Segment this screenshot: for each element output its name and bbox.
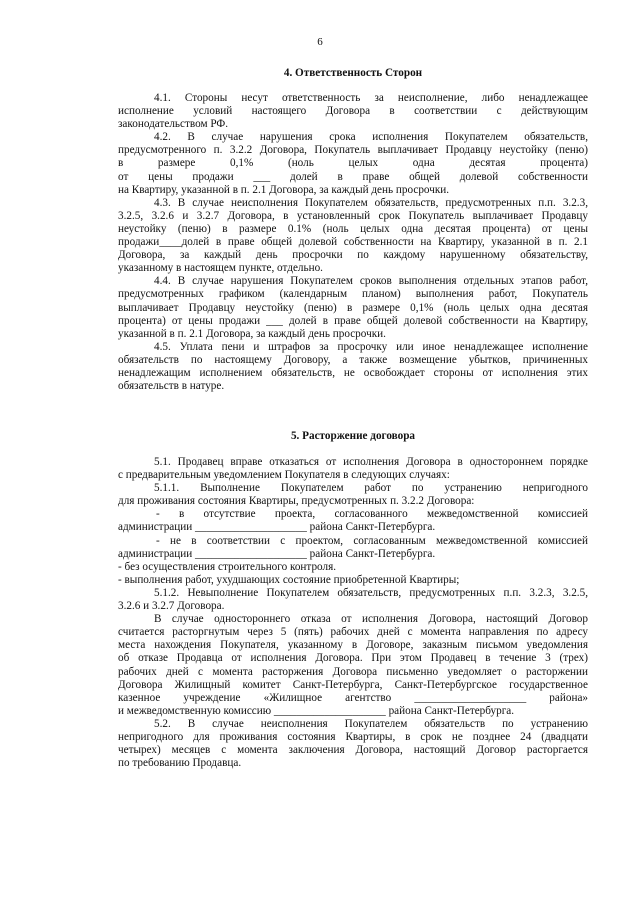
text-line: 3.2.5, 3.2.6 и 3.2.7 Договора, в установленный срок Покупатель выплачивает Продавцу: [118, 209, 588, 222]
text-line: администрации ____________________ района Санкт-Петербурга.: [118, 521, 436, 534]
text-line: 5.2. В случае неисполнения Покупателем обязательств по устранению: [154, 717, 588, 730]
text-line: 5.1.2. Невыполнение Покупателем обязательств, предусмотренных п.п. 3.2.3, 3.2.5,: [154, 586, 588, 599]
text-line: считается расторгнутым через 5 (пять) рабочих дней с момента направления по адресу: [118, 626, 588, 639]
section-5-title: 5. Расторжение договора: [290, 430, 416, 442]
text-line: неустойку (пеню) в размере 0.1% (ноль целых одна десятая процента) от цены: [118, 222, 588, 235]
text-line: Договора, за каждый день просрочки по каждому нарушенному обязательству,: [118, 249, 588, 262]
text-line: места нахождения Покупателя, указанному в Договоре, заказным письмом уведомления: [118, 639, 588, 652]
section-4-body: [118, 92, 588, 393]
text-line: для проживания состояния Квартиры, предусмотренных п. 3.2.2 Договора:: [118, 495, 475, 508]
text-line: от цены продажи ___ долей в праве общей долевой собственности: [118, 170, 588, 183]
text-line: 5.1. Продавец вправе отказаться от исполнения Договора в одностороннем порядке: [154, 456, 588, 468]
text-line: продажи____долей в праве общей долевой собственности на Квартиру, указанной в п. 2.1: [118, 236, 588, 249]
text-line: 5.1.1. Выполнение Покупателем работ по устранению непригодного: [154, 482, 588, 495]
text-line: на Квартиру, указанной в п. 2.1 Договора, за каждый день просрочки.: [118, 183, 450, 196]
text-line: Договора Жилищный комитет Санкт-Петербурга, Санкт-Петербургское государственное: [118, 678, 588, 691]
text-line: законодательством РФ.: [118, 118, 228, 131]
text-line: ненадлежащим исполнением обязательств, не освобождает стороны от исполнения этих: [118, 366, 588, 379]
text-line: с предварительным уведомлением Покупателя в следующих случаях:: [118, 469, 450, 482]
text-line: 4.4. В случае нарушения Покупателем сроков выполнения отдельных этапов работ,: [154, 275, 588, 288]
text-line: рабочих дней с момента расторжения Договора письменно уведомляет о расторжении: [118, 665, 588, 678]
text-line: В случае одностороннего отказа от исполнения Договора, настоящий Договор: [154, 613, 588, 626]
text-line: 3.2.6 и 3.2.7 Договора.: [118, 600, 225, 613]
text-line: исполнение условий настоящего Договора в соответствии с действующим: [118, 105, 588, 118]
page-number: 6: [317, 36, 323, 48]
text-line: обязательств в натуре.: [118, 380, 225, 393]
text-line: казенное учреждение «Жилищное агентство ____________________ района»: [118, 691, 588, 704]
section-4-title: 4. Ответственность Сторон: [283, 67, 423, 79]
text-line: - выполнения работ, ухудшающих состояние приобретенной Квартиры;: [118, 573, 460, 586]
text-line: 4.3. В случае неисполнения Покупателем обязательств, предусмотренных п.п. 3.2.3,: [154, 196, 588, 209]
text-line: - в отсутствие проекта, согласованного межведомственной комиссией: [156, 508, 588, 521]
text-line: администрации ____________________ района Санкт-Петербурга.: [118, 547, 436, 560]
text-line: указанной в п. 2.1 Договора, за каждый день просрочки.: [118, 327, 386, 340]
text-line: - без осуществления строительного контроля.: [118, 560, 337, 573]
text-line: предусмотренных графиком (календарным планом) выполнения работ, Покупатель: [118, 288, 588, 301]
text-line: в размере 0,1% (ноль целых одна десятая процента): [118, 157, 588, 170]
text-line: 4.1. Стороны несут ответственность за неисполнение, либо ненадлежащее: [154, 92, 588, 104]
text-line: 4.5. Уплата пени и штрафов за просрочку или иное ненадлежащее исполнение: [154, 340, 588, 353]
text-line: по требованию Продавца.: [118, 757, 242, 770]
text-line: указанному в настоящем пункте, отдельно.: [118, 262, 323, 275]
text-line: выплачивает Продавцу неустойку (пеню) в размере 0,1% (ноль целых одна десятая: [118, 301, 588, 314]
text-line: процента) от цены продажи ___ долей в праве общей долевой собственности на Квартиру,: [118, 314, 588, 327]
text-line: об отказе Продавца от исполнения Договора. При этом Продавец в течение 3 (трех): [118, 652, 588, 665]
text-line: непригодного для проживания состояния Квартиры, в срок не позднее 24 (двадцати: [118, 730, 588, 743]
text-line: четырех) месяцев с момента заключения Договора, настоящий Договор расторгается: [118, 744, 588, 757]
text-line: - не в соответствии с проектом, согласованным межведомственной комиссией: [156, 534, 588, 547]
text-line: 4.2. В случае нарушения срока исполнения Покупателем обязательств,: [154, 131, 588, 144]
text-line: обязательств по настоящему Договору, а также возмещение убытков, причиненных: [118, 353, 588, 366]
text-line: и межведомственную комиссию ____________________ района Санкт-Петербурга.: [118, 704, 515, 717]
text-line: предусмотренного п. 3.2.2 Договора, Покупатель выплачивает Продавцу неустойку (пеню): [118, 144, 588, 157]
section-5-body: [118, 456, 588, 770]
